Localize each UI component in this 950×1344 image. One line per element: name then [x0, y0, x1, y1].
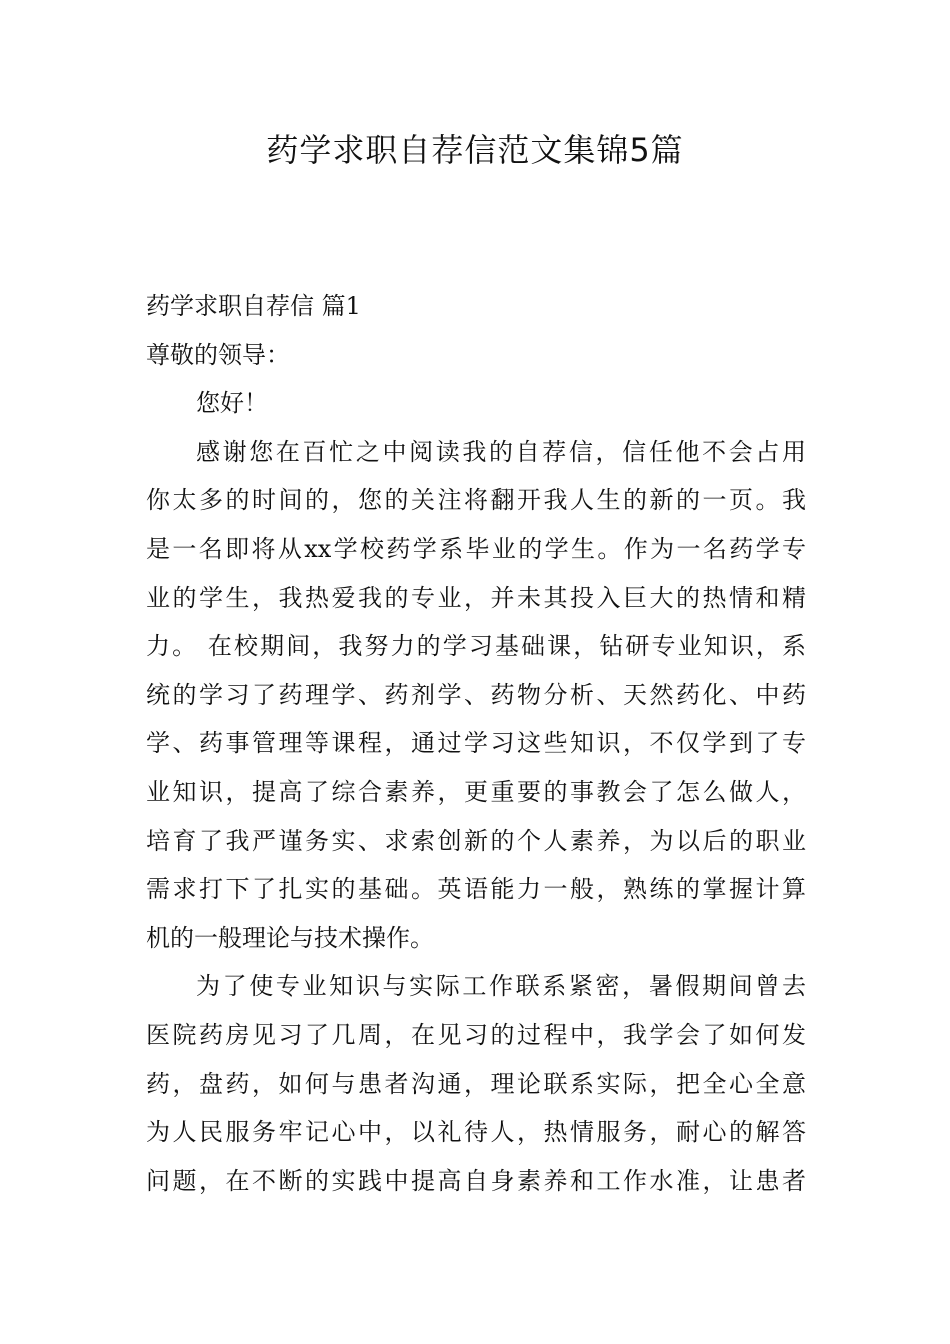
- paragraph-1: [146, 428, 806, 963]
- paragraph-line: 药，盘药，如何与患者沟通，理论联系实际，把全心全意: [146, 1069, 806, 1098]
- paragraph-line: 培育了我严谨务实、求索创新的个人素养，为以后的职业: [146, 826, 806, 855]
- paragraph-line: 感谢您在百忙之中阅读我的自荐信，信任他不会占用: [196, 437, 806, 466]
- paragraph-line: 问题，在不断的实践中提高自身素养和工作水准，让患者: [146, 1166, 806, 1195]
- paragraph-line: 是一名即将从xx学校药学系毕业的学生。作为一名药学专: [146, 534, 806, 563]
- paragraph-line: 业知识，提高了综合素养，更重要的事教会了怎么做人，: [146, 777, 806, 806]
- paragraph-line: 业的学生，我热爱我的专业，并未其投入巨大的热情和精: [146, 583, 806, 612]
- salutation: 尊敬的领导：: [146, 340, 290, 369]
- document-title: 药学求职自荐信范文集锦5篇: [266, 131, 684, 169]
- paragraph-line: 需求打下了扎实的基础。英语能力一般，熟练的掌握计算: [146, 875, 806, 904]
- paragraph-line: 你太多的时间的，您的关注将翻开我人生的新的一页。我: [146, 486, 806, 515]
- section-heading: 药学求职自荐信 篇1: [146, 292, 361, 320]
- paragraph-line: 医院药房见习了几周，在见习的过程中，我学会了如何发: [146, 1020, 806, 1049]
- document-body: [146, 282, 806, 1205]
- paragraph-line: 机的一般理论与技术操作。: [146, 923, 434, 952]
- paragraph-2: [146, 962, 806, 1205]
- paragraph-line: 统的学习了药理学、药剂学、药物分析、天然药化、中药: [146, 680, 806, 709]
- paragraph-line: 力。 在校期间，我努力的学习基础课，钻研专业知识，系: [146, 632, 806, 661]
- greeting: 您好！: [196, 389, 268, 418]
- paragraph-line: 学、药事管理等课程，通过学习这些知识，不仅学到了专: [146, 729, 806, 758]
- paragraph-line: 为了使专业知识与实际工作联系紧密，暑假期间曾去: [196, 972, 806, 1001]
- paragraph-line: 为人民服务牢记心中，以礼待人，热情服务，耐心的解答: [146, 1118, 806, 1147]
